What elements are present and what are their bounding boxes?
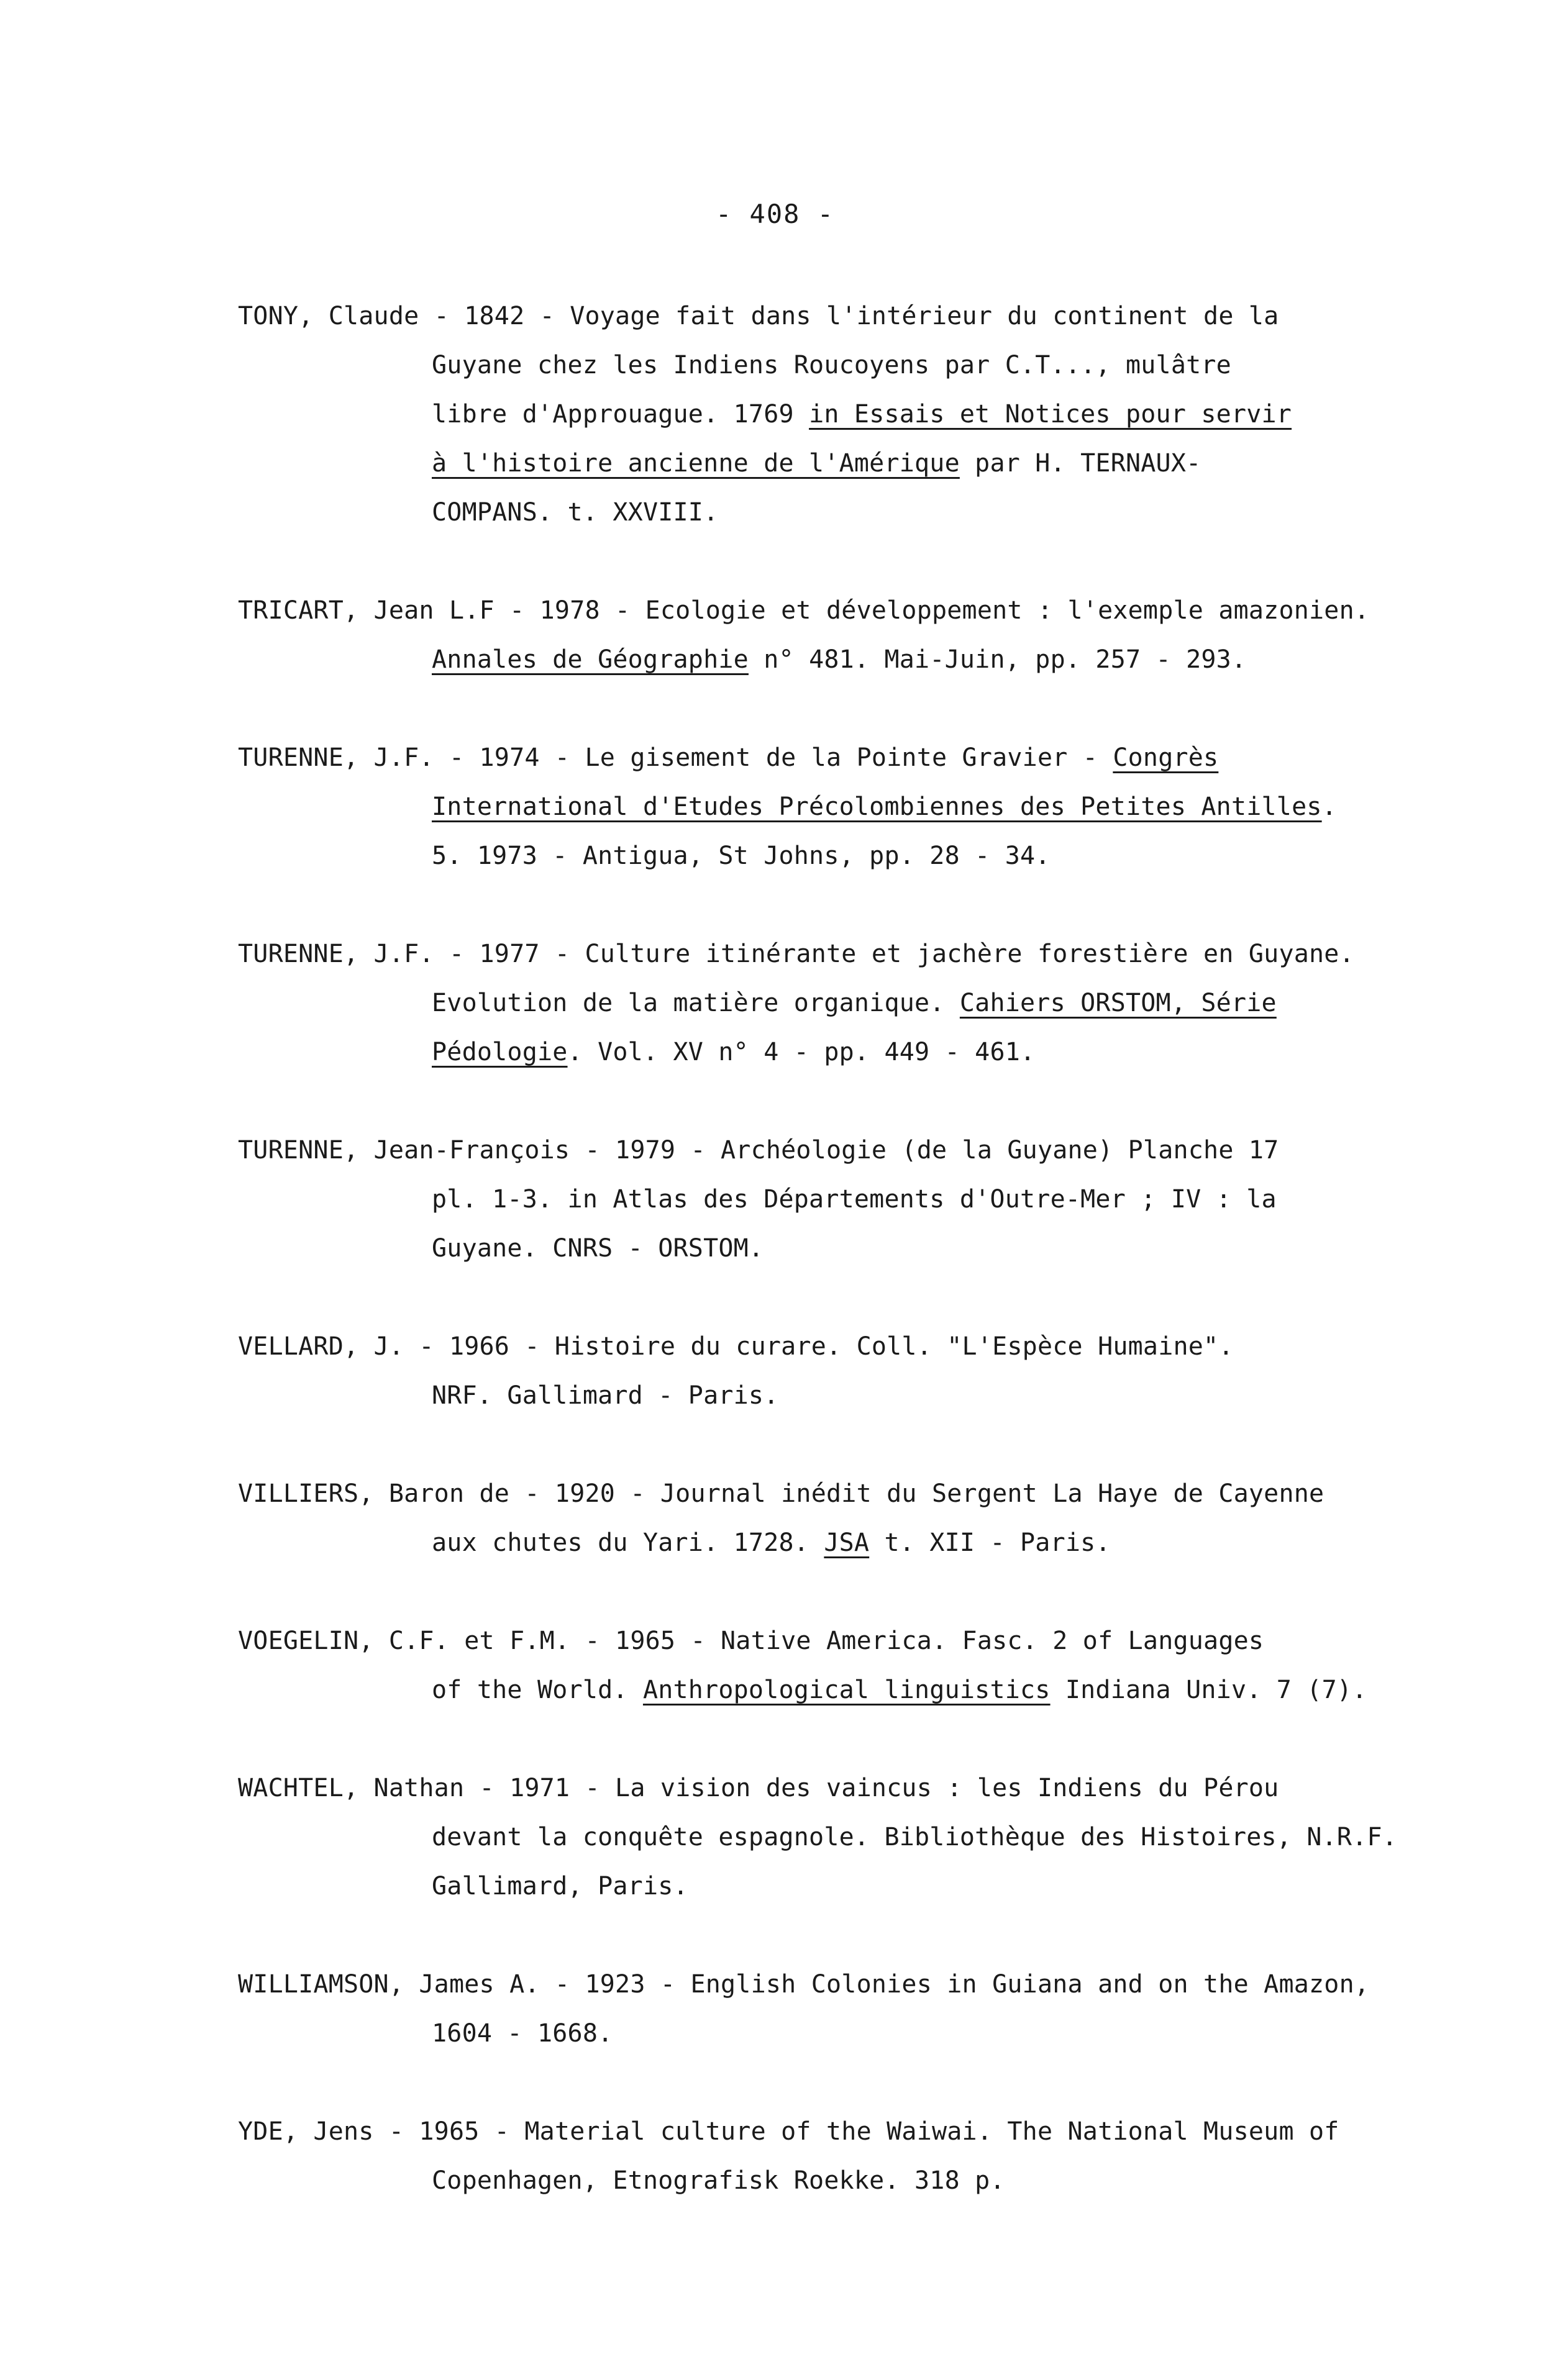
- entry-continuation-line: [238, 979, 1505, 1028]
- entry-text: TRICART, Jean L.F - 1978 - Ecologie et développement : l'exemple amazonien.: [238, 596, 1370, 625]
- entry-text: Guyane. CNRS - ORSTOM.: [432, 1234, 764, 1263]
- entry-first-line: [238, 586, 1505, 635]
- entry-text: of the World.: [432, 1676, 643, 1704]
- entry-continuation-line: [238, 439, 1505, 488]
- entry-text: VILLIERS, Baron de - 1920 - Journal inédit du Sergent La Haye de Cayenne: [238, 1479, 1324, 1508]
- entry-text: pl. 1-3. in Atlas des Départements d'Outre-Mer ; IV : la: [432, 1185, 1277, 1214]
- entry-first-line: [238, 1126, 1505, 1175]
- entry-text: . Vol. XV n° 4 - pp. 449 - 461.: [567, 1038, 1036, 1066]
- underlined-title-text: Congrès: [1113, 743, 1219, 772]
- entry-first-line: [238, 2107, 1505, 2156]
- entry-text: t. XII - Paris.: [869, 1528, 1111, 1557]
- entry-first-line: [238, 1960, 1505, 2009]
- underlined-title-text: Annales de Géographie: [432, 645, 749, 674]
- underlined-title-text: à l'histoire ancienne de l'Amérique: [432, 449, 960, 478]
- entry-text: 5. 1973 - Antigua, St Johns, pp. 28 - 34.: [432, 842, 1051, 870]
- entry-text: COMPANS. t. XXVIII.: [432, 498, 719, 527]
- entry-text: TONY, Claude - 1842 - Voyage fait dans l'intérieur du continent de la: [238, 302, 1279, 330]
- entry-first-line: [238, 1617, 1505, 1666]
- entry-continuation-line: [238, 783, 1505, 832]
- entry-continuation-line: [238, 635, 1505, 684]
- entry-first-line: [238, 1469, 1505, 1519]
- underlined-title-text: JSA: [824, 1528, 870, 1557]
- bibliography-entry: [238, 930, 1505, 1077]
- bibliography-entry: [238, 1960, 1505, 2058]
- entry-text: Copenhagen, Etnografisk Roekke. 318 p.: [432, 2166, 1005, 2195]
- entry-text: YDE, Jens - 1965 - Material culture of the Waiwai. The National Museum of: [238, 2117, 1339, 2146]
- entry-text: TURENNE, J.F. - 1974 - Le gisement de la Pointe Gravier -: [238, 743, 1113, 772]
- underlined-title-text: International d'Etudes Précolombiennes des Petites Antilles: [432, 793, 1322, 821]
- entry-text: .: [1321, 793, 1337, 821]
- bibliography-list: [238, 292, 1505, 2255]
- entry-first-line: [238, 292, 1505, 341]
- entry-continuation-line: [238, 1862, 1505, 1911]
- entry-continuation-line: [238, 832, 1505, 881]
- entry-first-line: [238, 930, 1505, 979]
- bibliography-entry: [238, 1322, 1505, 1420]
- entry-continuation-line: [238, 2156, 1505, 2205]
- entry-text: WACHTEL, Nathan - 1971 - La vision des vaincus : les Indiens du Pérou: [238, 1774, 1279, 1802]
- entry-continuation-line: [238, 1519, 1505, 1568]
- bibliography-entry: [238, 292, 1505, 537]
- entry-text: TURENNE, Jean-François - 1979 - Archéologie (de la Guyane) Planche 17: [238, 1136, 1279, 1165]
- entry-continuation-line: [238, 1224, 1505, 1273]
- entry-first-line: [238, 1764, 1505, 1813]
- entry-continuation-line: [238, 1666, 1505, 1715]
- bibliography-entry: [238, 1764, 1505, 1911]
- entry-text: Evolution de la matière organique.: [432, 989, 960, 1017]
- bibliography-entry: [238, 586, 1505, 684]
- entry-continuation-line: [238, 1371, 1505, 1420]
- entry-text: VOEGELIN, C.F. et F.M. - 1965 - Native America. Fasc. 2 of Languages: [238, 1627, 1264, 1655]
- entry-text: VELLARD, J. - 1966 - Histoire du curare. Coll. "L'Espèce Humaine".: [238, 1332, 1234, 1361]
- entry-text: n° 481. Mai-Juin, pp. 257 - 293.: [748, 645, 1247, 674]
- underlined-title-text: in Essais et Notices pour servir: [809, 400, 1292, 429]
- entry-text: Gallimard, Paris.: [432, 1872, 688, 1901]
- page-number: - 408 -: [715, 199, 834, 229]
- entry-text: NRF. Gallimard - Paris.: [432, 1381, 779, 1410]
- entry-continuation-line: [238, 390, 1505, 439]
- entry-text: WILLIAMSON, James A. - 1923 - English Colonies in Guiana and on the Amazon,: [238, 1970, 1370, 1999]
- entry-first-line: [238, 1322, 1505, 1371]
- entry-continuation-line: [238, 341, 1505, 390]
- entry-continuation-line: [238, 2009, 1505, 2058]
- entry-text: aux chutes du Yari. 1728.: [432, 1528, 824, 1557]
- entry-first-line: [238, 734, 1505, 783]
- entry-text: par H. TERNAUX-: [959, 449, 1201, 478]
- underlined-title-text: Anthropological linguistics: [642, 1676, 1051, 1704]
- bibliography-entry: [238, 1469, 1505, 1568]
- entry-continuation-line: [238, 1813, 1505, 1862]
- entry-text: Indiana Univ. 7 (7).: [1050, 1676, 1367, 1704]
- entry-continuation-line: [238, 488, 1505, 537]
- underlined-title-text: Cahiers ORSTOM, Série: [959, 989, 1277, 1017]
- entry-text: TURENNE, J.F. - 1977 - Culture itinérante et jachère forestière en Guyane.: [238, 940, 1354, 968]
- entry-text: libre d'Approuague. 1769: [432, 400, 809, 429]
- underlined-title-text: Pédologie: [432, 1038, 568, 1066]
- entry-text: 1604 - 1668.: [432, 2019, 613, 2048]
- entry-text: devant la conquête espagnole. Bibliothèque des Histoires, N.R.F.: [432, 1823, 1398, 1851]
- bibliography-entry: [238, 1617, 1505, 1715]
- bibliography-entry: [238, 734, 1505, 881]
- bibliography-entry: [238, 2107, 1505, 2205]
- entry-continuation-line: [238, 1028, 1505, 1077]
- entry-continuation-line: [238, 1175, 1505, 1224]
- entry-text: Guyane chez les Indiens Roucoyens par C.T..., mulâtre: [432, 351, 1231, 379]
- bibliography-entry: [238, 1126, 1505, 1273]
